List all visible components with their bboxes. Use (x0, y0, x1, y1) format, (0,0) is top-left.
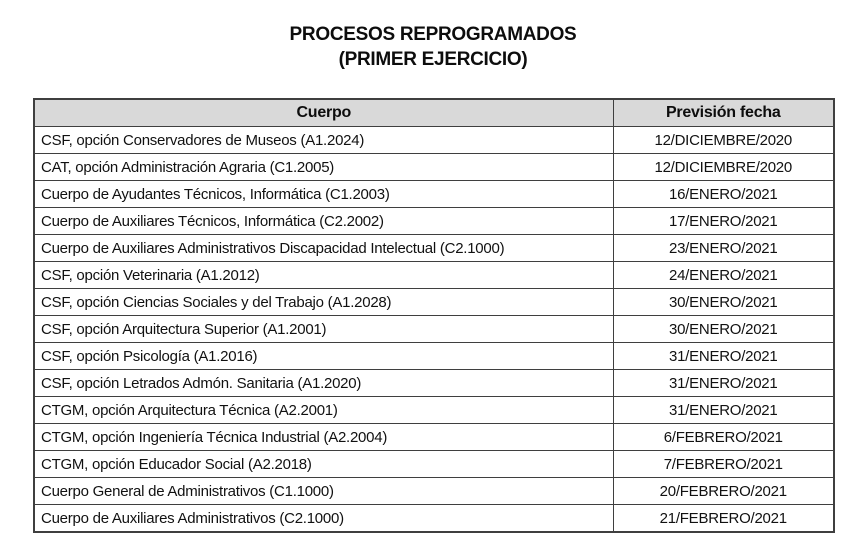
fecha-cell: 12/DICIEMBRE/2020 (613, 127, 834, 154)
column-header-prevision-fecha: Previsión fecha (613, 99, 834, 127)
cuerpo-cell: CTGM, opción Arquitectura Técnica (A2.2001) (34, 397, 613, 424)
fecha-cell: 16/ENERO/2021 (613, 181, 834, 208)
cuerpo-cell: Cuerpo General de Administrativos (C1.1000) (34, 478, 613, 505)
table-row (34, 181, 834, 208)
table-row (34, 343, 834, 370)
fecha-cell: 17/ENERO/2021 (613, 208, 834, 235)
table-row (34, 316, 834, 343)
table-row (34, 127, 834, 154)
fecha-cell: 7/FEBRERO/2021 (613, 451, 834, 478)
cuerpo-cell: CTGM, opción Educador Social (A2.2018) (34, 451, 613, 478)
fecha-cell: 23/ENERO/2021 (613, 235, 834, 262)
table-row (34, 289, 834, 316)
table-row (34, 370, 834, 397)
fecha-cell: 21/FEBRERO/2021 (613, 505, 834, 533)
table-row (34, 505, 834, 533)
cuerpo-cell: CSF, opción Letrados Admón. Sanitaria (A1.2020) (34, 370, 613, 397)
cuerpo-cell: CSF, opción Ciencias Sociales y del Trabajo (A1.2028) (34, 289, 613, 316)
cuerpo-cell: CSF, opción Conservadores de Museos (A1.2024) (34, 127, 613, 154)
cuerpo-cell: CSF, opción Psicología (A1.2016) (34, 343, 613, 370)
table-row (34, 262, 834, 289)
page-title-line2: (PRIMER EJERCICIO) (338, 49, 528, 70)
cuerpo-cell: CTGM, opción Ingeniería Técnica Industrial (A2.2004) (34, 424, 613, 451)
cuerpo-cell: Cuerpo de Ayudantes Técnicos, Informática (C1.2003) (34, 181, 613, 208)
fecha-cell: 31/ENERO/2021 (613, 370, 834, 397)
table-header-row (34, 99, 834, 127)
page-title-line1: PROCESOS REPROGRAMADOS (289, 24, 577, 45)
table-row (34, 451, 834, 478)
fecha-cell: 30/ENERO/2021 (613, 316, 834, 343)
fecha-cell: 20/FEBRERO/2021 (613, 478, 834, 505)
fecha-cell: 31/ENERO/2021 (613, 343, 834, 370)
fecha-cell: 31/ENERO/2021 (613, 397, 834, 424)
table-body (34, 127, 834, 533)
table-row (34, 208, 834, 235)
table-row (34, 154, 834, 181)
reprogrammed-processes-table (33, 98, 835, 533)
cuerpo-cell: CSF, opción Veterinaria (A1.2012) (34, 262, 613, 289)
page-title (0, 22, 866, 72)
fecha-cell: 24/ENERO/2021 (613, 262, 834, 289)
cuerpo-cell: Cuerpo de Auxiliares Administrativos (C2.1000) (34, 505, 613, 533)
table-row (34, 478, 834, 505)
table-row (34, 397, 834, 424)
fecha-cell: 30/ENERO/2021 (613, 289, 834, 316)
cuerpo-cell: Cuerpo de Auxiliares Técnicos, Informática (C2.2002) (34, 208, 613, 235)
cuerpo-cell: Cuerpo de Auxiliares Administrativos Discapacidad Intelectual (C2.1000) (34, 235, 613, 262)
fecha-cell: 12/DICIEMBRE/2020 (613, 154, 834, 181)
fecha-cell: 6/FEBRERO/2021 (613, 424, 834, 451)
column-header-cuerpo: Cuerpo (34, 99, 613, 127)
cuerpo-cell: CSF, opción Arquitectura Superior (A1.2001) (34, 316, 613, 343)
cuerpo-cell: CAT, opción Administración Agraria (C1.2005) (34, 154, 613, 181)
table-row (34, 235, 834, 262)
table-row (34, 424, 834, 451)
